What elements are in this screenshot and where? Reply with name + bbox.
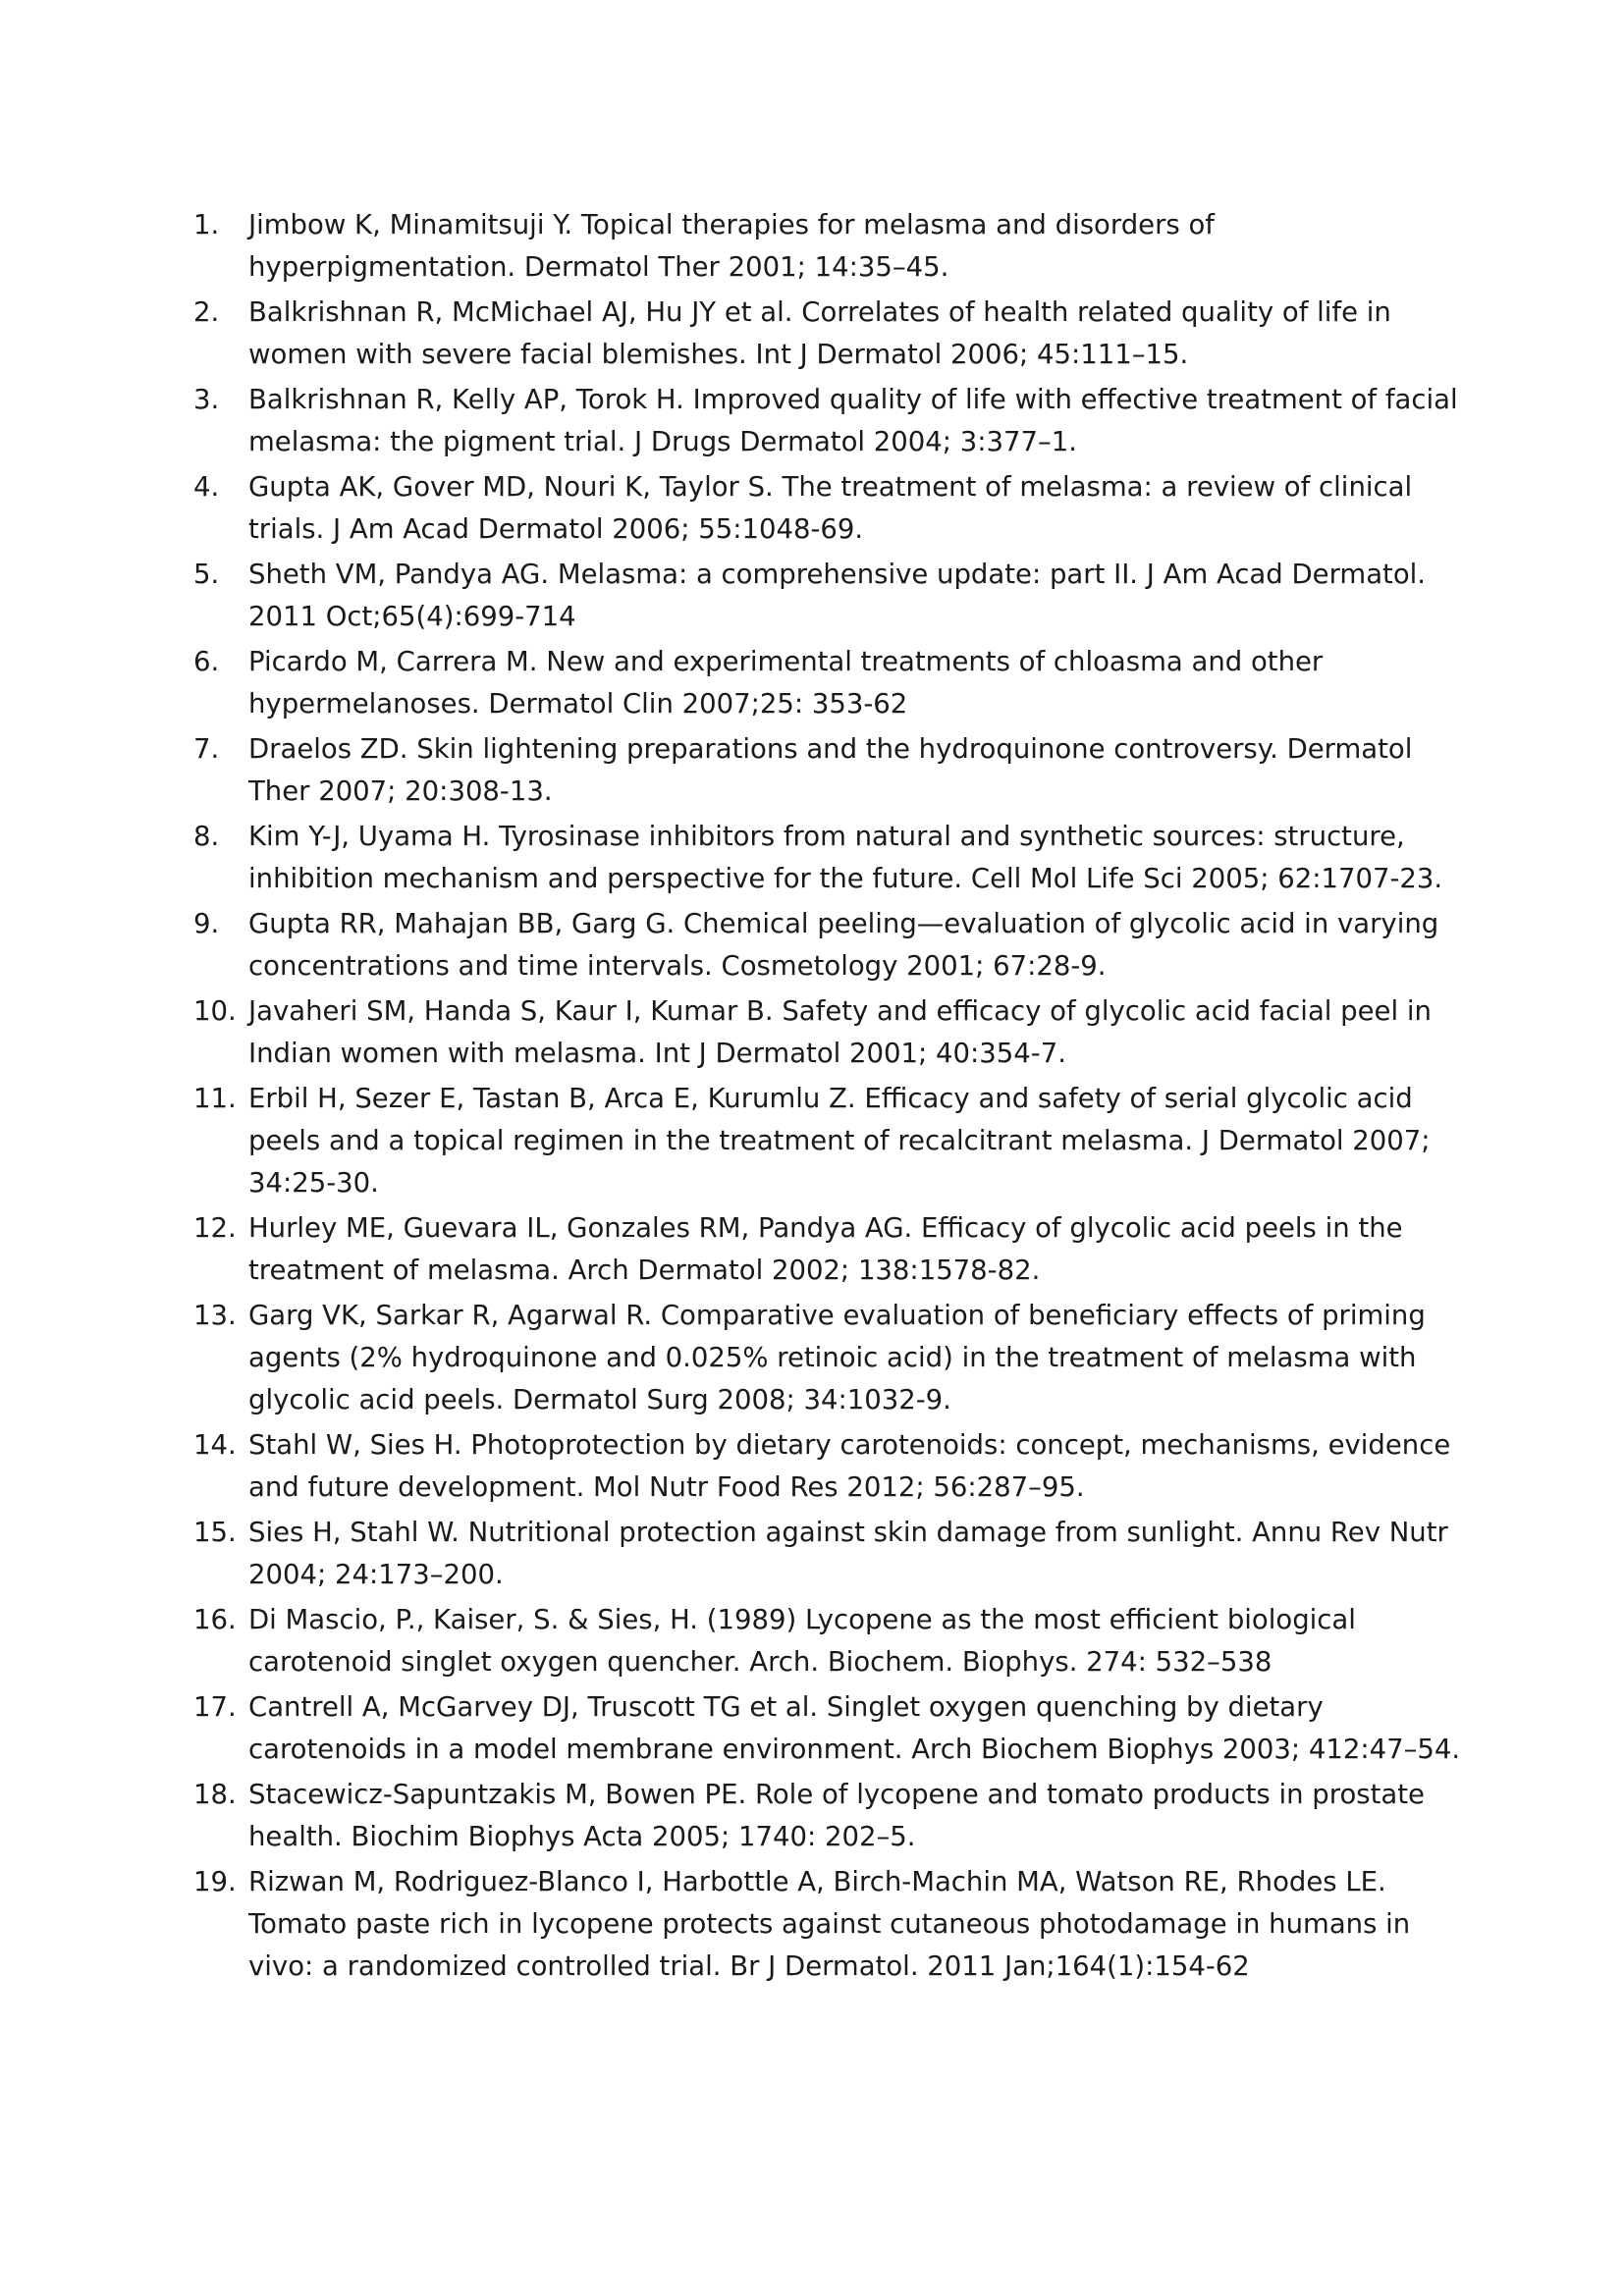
reference-text: Stacewicz-Sapuntzakis M, Bowen PE. Role of lycopene and tomato products in prostate health. Biochim Biophys Acta 2005; 1740: 202–5. xyxy=(248,1779,1425,1852)
reference-text: Balkrishnan R, McMichael AJ, Hu JY et al. Correlates of health related quality of life in women with severe facial blemishes. Int J Dermatol 2006; 45:111–15. xyxy=(248,296,1391,370)
reference-number: 4. xyxy=(193,471,220,503)
reference-item xyxy=(193,1078,1470,1204)
reference-item xyxy=(193,292,1470,376)
reference-number: 13. xyxy=(193,1300,237,1331)
reference-item xyxy=(193,903,1470,988)
reference-item xyxy=(193,466,1470,551)
reference-number: 10. xyxy=(193,995,237,1027)
reference-item xyxy=(193,1295,1470,1421)
reference-number: 14. xyxy=(193,1429,237,1461)
reference-text: Jimbow K, Minamitsuji Y. Topical therapies for melasma and disorders of hyperpigmentation. Dermatol Ther 2001; 14:35–45. xyxy=(248,209,1215,283)
reference-text: Di Mascio, P., Kaiser, S. & Sies, H. (1989) Lycopene as the most efficient biological carotenoid singlet oxygen quencher. Arch. Biochem. Biophys. 274: 532–538 xyxy=(248,1604,1356,1678)
reference-number: 16. xyxy=(193,1604,237,1635)
reference-item xyxy=(193,1599,1470,1683)
reference-number: 17. xyxy=(193,1691,237,1723)
reference-item xyxy=(193,1861,1470,1988)
reference-item xyxy=(193,1686,1470,1771)
reference-item xyxy=(193,990,1470,1075)
reference-text: Draelos ZD. Skin lightening preparations and the hydroquinone controversy. Dermatol Ther 2007; 20:308-13. xyxy=(248,733,1413,807)
reference-number: 15. xyxy=(193,1517,237,1548)
reference-text: Garg VK, Sarkar R, Agarwal R. Comparative evaluation of beneficiary effects of priming agents (2% hydroquinone and 0.025% retinoic acid) in the treatment of melasma with glycolic acid peels. Dermatol Surg 2008; 34:1032-9. xyxy=(248,1300,1426,1415)
reference-item xyxy=(193,379,1470,463)
reference-number: 6. xyxy=(193,646,220,677)
reference-number: 19. xyxy=(193,1866,237,1897)
reference-list xyxy=(193,204,1470,1991)
reference-number: 2. xyxy=(193,296,220,328)
reference-item xyxy=(193,1424,1470,1509)
reference-text: Balkrishnan R, Kelly AP, Torok H. Improved quality of life with effective treatment of facial melasma: the pigment trial. J Drugs Dermatol 2004; 3:377–1. xyxy=(248,384,1458,457)
reference-number: 18. xyxy=(193,1779,237,1810)
reference-text: Erbil H, Sezer E, Tastan B, Arca E, Kurumlu Z. Efficacy and safety of serial glycolic acid peels and a topical regimen in the treatment of recalcitrant melasma. J Dermatol 2007; 34:25-30. xyxy=(248,1083,1431,1199)
reference-item xyxy=(193,554,1470,638)
reference-number: 5. xyxy=(193,559,220,590)
reference-text: Javaheri SM, Handa S, Kaur I, Kumar B. Safety and efficacy of glycolic acid facial peel in Indian women with melasma. Int J Dermatol 2001; 40:354-7. xyxy=(248,995,1432,1069)
reference-item xyxy=(193,1774,1470,1858)
reference-text: Rizwan M, Rodriguez-Blanco I, Harbottle A, Birch-Machin MA, Watson RE, Rhodes LE. Tomato paste rich in lycopene protects against cutaneous photodamage in humans in vivo: a randomized controlled trial. Br J Dermatol. 2011 Jan;164(1):154-62 xyxy=(248,1866,1411,1982)
reference-text: Cantrell A, McGarvey DJ, Truscott TG et al. Singlet oxygen quenching by dietary carotenoids in a model membrane environment. Arch Biochem Biophys 2003; 412:47–54. xyxy=(248,1691,1461,1765)
reference-number: 9. xyxy=(193,908,220,939)
reference-item xyxy=(193,816,1470,900)
reference-number: 11. xyxy=(193,1083,237,1114)
reference-text: Stahl W, Sies H. Photoprotection by dietary carotenoids: concept, mechanisms, evidence and future development. Mol Nutr Food Res 2012; 56:287–95. xyxy=(248,1429,1451,1503)
reference-text: Sheth VM, Pandya AG. Melasma: a comprehensive update: part II. J Am Acad Dermatol. 2011 Oct;65(4):699-714 xyxy=(248,559,1427,632)
reference-text: Picardo M, Carrera M. New and experimental treatments of chloasma and other hypermelanoses. Dermatol Clin 2007;25: 353-62 xyxy=(248,646,1324,720)
reference-item xyxy=(193,204,1470,289)
reference-number: 8. xyxy=(193,821,220,852)
reference-text: Sies H, Stahl W. Nutritional protection against skin damage from sunlight. Annu Rev Nutr 2004; 24:173–200. xyxy=(248,1517,1448,1590)
reference-number: 3. xyxy=(193,384,220,415)
reference-text: Gupta AK, Gover MD, Nouri K, Taylor S. The treatment of melasma: a review of clinical trials. J Am Acad Dermatol 2006; 55:1048-69. xyxy=(248,471,1413,545)
reference-item xyxy=(193,1207,1470,1292)
reference-text: Kim Y-J, Uyama H. Tyrosinase inhibitors from natural and synthetic sources: structure, inhibition mechanism and perspective for the future. Cell Mol Life Sci 2005; 62:1707-23. xyxy=(248,821,1443,894)
reference-number: 12. xyxy=(193,1212,237,1244)
reference-number: 7. xyxy=(193,733,220,765)
reference-item xyxy=(193,728,1470,813)
reference-number: 1. xyxy=(193,209,220,240)
reference-text: Gupta RR, Mahajan BB, Garg G. Chemical peeling—evaluation of glycolic acid in varying concentrations and time intervals. Cosmetology 2001; 67:28-9. xyxy=(248,908,1439,982)
reference-item xyxy=(193,641,1470,725)
reference-item xyxy=(193,1512,1470,1596)
reference-text: Hurley ME, Guevara IL, Gonzales RM, Pandya AG. Efficacy of glycolic acid peels in the treatment of melasma. Arch Dermatol 2002; 138:1578-82. xyxy=(248,1212,1403,1286)
